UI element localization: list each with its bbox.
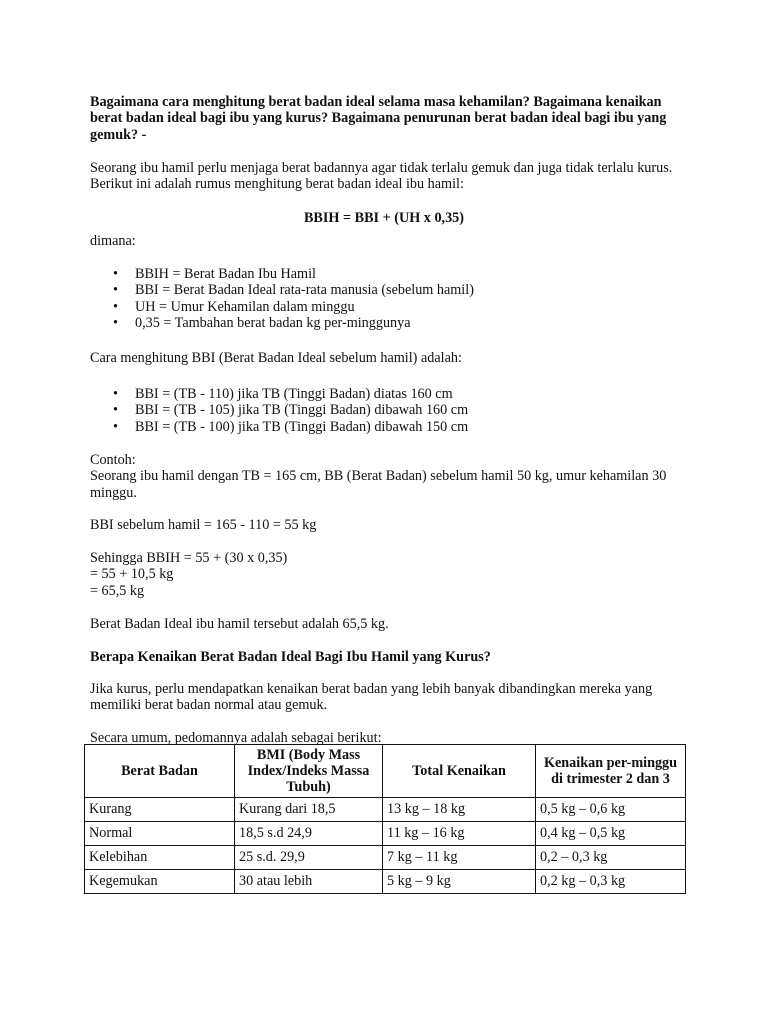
list-item-text: 0,35 = Tambahan berat badan kg per-minggunya [135, 314, 411, 331]
table-cell: 0,5 kg – 0,6 kg [536, 798, 686, 822]
conclusion: Berat Badan Ideal ibu hamil tersebut adalah 65,5 kg. [90, 616, 389, 632]
guideline-intro: Secara umum, pedomannya adalah sebagai berikut: [90, 730, 382, 746]
list-item [90, 419, 468, 435]
bbi-calculation: BBI sebelum hamil = 165 - 110 = 55 kg [90, 517, 317, 533]
calc-line: Sehingga BBIH = 55 + (30 x 0,35) [90, 550, 288, 566]
formula: BBIH = BBI + (UH x 0,35) [303, 210, 465, 226]
definition-list [90, 266, 474, 331]
list-item-text: BBI = (TB - 105) jika TB (Tinggi Badan) dibawah 160 cm [135, 402, 469, 419]
bullet-icon: • [113, 298, 118, 315]
column-header: Berat Badan [85, 745, 235, 798]
table-cell: 0,2 kg – 0,3 kg [536, 870, 686, 894]
bullet-icon: • [113, 386, 118, 402]
list-item [90, 266, 474, 282]
column-header: Kenaikan per-minggu di trimester 2 dan 3 [536, 745, 686, 798]
list-item [90, 386, 468, 402]
list-item [90, 402, 468, 418]
list-item-text: BBI = (TB - 100) jika TB (Tinggi Badan) dibawah 150 cm [135, 418, 469, 435]
section-heading: Berapa Kenaikan Berat Badan Ideal Bagi Ibu Hamil yang Kurus? [90, 649, 491, 665]
list-item-text: BBI = Berat Badan Ideal rata-rata manusia (sebelum hamil) [135, 282, 474, 299]
table-cell: 13 kg – 18 kg [383, 798, 536, 822]
dimana-label: dimana: [90, 233, 136, 249]
bbi-rule-list [90, 386, 468, 435]
list-item [90, 299, 474, 315]
table-cell: Kelebihan [85, 846, 235, 870]
column-header: Total Kenaikan [383, 745, 536, 798]
column-header: BMI (Body Mass Index/Indeks Massa Tubuh) [235, 745, 383, 798]
list-item [90, 282, 474, 298]
table-cell: 5 kg – 9 kg [383, 870, 536, 894]
table-cell: 11 kg – 16 kg [383, 822, 536, 846]
table-row [85, 822, 686, 846]
table-cell: 25 s.d. 29,9 [235, 846, 383, 870]
underweight-paragraph: Jika kurus, perlu mendapatkan kenaikan berat badan yang lebih banyak dibandingkan mereka yang memiliki berat badan normal atau gemuk. [90, 681, 653, 714]
table-cell: Normal [85, 822, 235, 846]
example-text: Seorang ibu hamil dengan TB = 165 cm, BB (Berat Badan) sebelum hamil 50 kg, umur kehamilan 30 minggu. [90, 468, 667, 501]
list-item-text: BBI = (TB - 110) jika TB (Tinggi Badan) diatas 160 cm [135, 386, 453, 402]
page-title: Bagaimana cara menghitung berat badan ideal selama masa kehamilan? Bagaimana kenaikan berat badan ideal bagi ibu yang kurus? Bagaimana penurunan berat badan ideal bagi ibu yang gemuk? - [90, 94, 667, 143]
bullet-icon: • [113, 266, 118, 282]
table-row [85, 798, 686, 822]
calc-line: = 55 + 10,5 kg [90, 566, 174, 583]
table-cell: Kegemukan [85, 870, 235, 894]
table-cell: Kurang [85, 798, 235, 822]
bullet-icon: • [113, 282, 118, 299]
table-header-row [85, 745, 686, 798]
bbi-method-intro: Cara menghitung BBI (Berat Badan Ideal sebelum hamil) adalah: [90, 350, 462, 366]
table-cell: 7 kg – 11 kg [383, 846, 536, 870]
list-item [90, 315, 474, 331]
list-item-text: BBIH = Berat Badan Ibu Hamil [135, 266, 316, 282]
example-label: Contoh: [90, 452, 136, 468]
bullet-icon: • [113, 402, 118, 419]
table-cell: 0,2 – 0,3 kg [536, 846, 686, 870]
bullet-icon: • [113, 418, 118, 435]
intro-paragraph: Seorang ibu hamil perlu menjaga berat badannya agar tidak terlalu gemuk dan juga tidak terlalu kurus. Berikut ini adalah rumus menghitung berat badan ideal ibu hamil: [90, 160, 673, 193]
weight-gain-table [84, 744, 686, 894]
table-row [85, 870, 686, 894]
table-cell: 30 atau lebih [235, 870, 383, 894]
table-cell: 18,5 s.d 24,9 [235, 822, 383, 846]
table-cell: 0,4 kg – 0,5 kg [536, 822, 686, 846]
example-block [90, 452, 690, 501]
bullet-icon: • [113, 314, 118, 331]
table-cell: Kurang dari 18,5 [235, 798, 383, 822]
list-item-text: UH = Umur Kehamilan dalam minggu [135, 298, 355, 315]
table-row [85, 846, 686, 870]
bbih-calculation [90, 550, 287, 599]
calc-line: = 65,5 kg [90, 582, 145, 599]
